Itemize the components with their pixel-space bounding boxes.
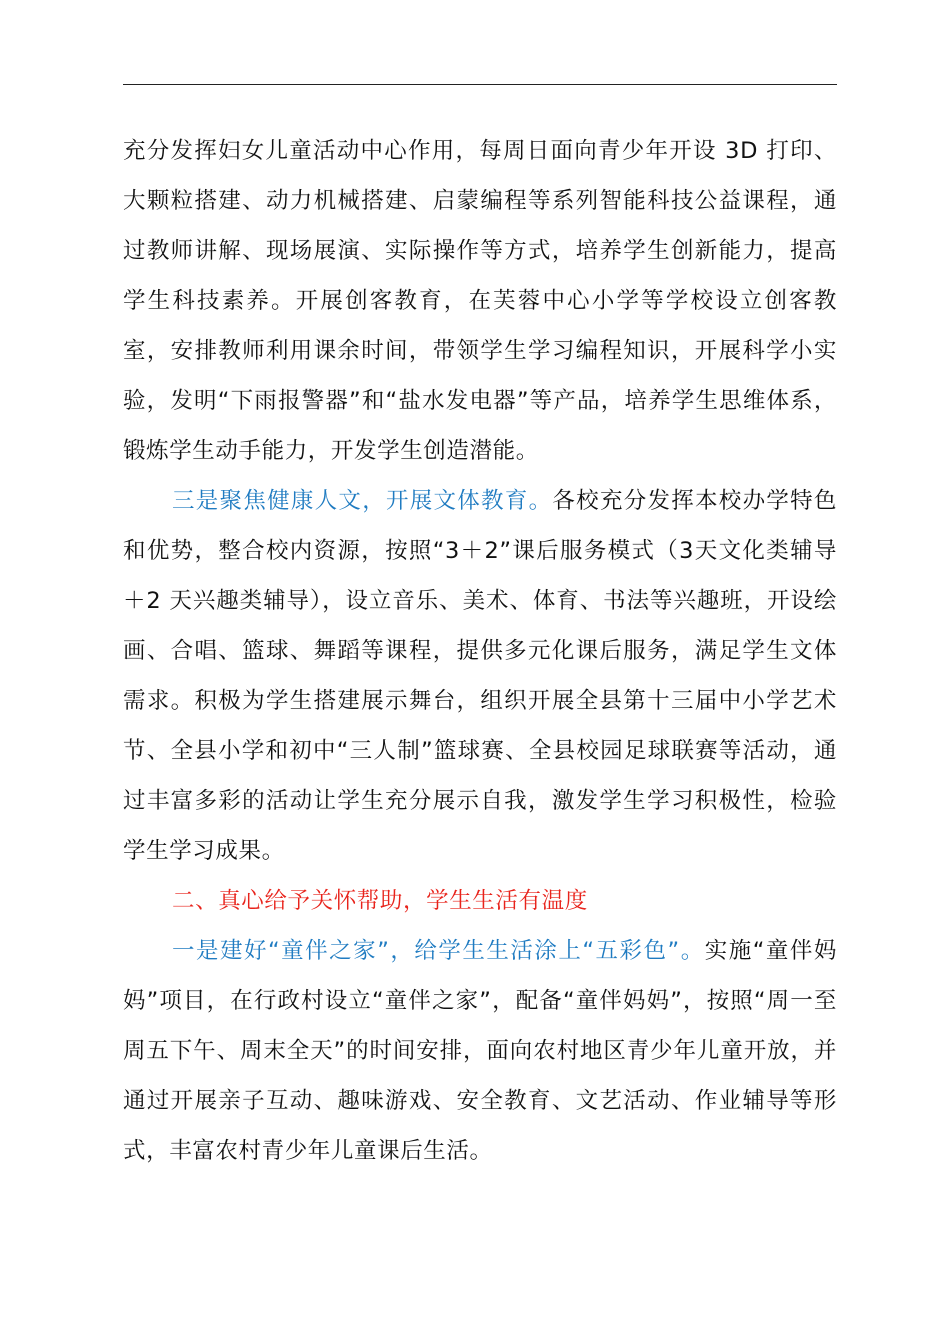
section-title-care: 二、真心给予关怀帮助，学生生活有温度 xyxy=(172,888,588,914)
header-rule xyxy=(123,84,837,85)
paragraph-companion-home xyxy=(123,926,837,1176)
paragraph-companion-home-body: 实施“童伴妈妈”项目，在行政村设立“童伴之家”，配备“童伴妈妈”，按照“周一至周五下午、周末全天”的时间安排，面向农村地区青少年儿童开放，并通过开展亲子互动、趣味游戏、安全教育、文艺活动、作业辅导等形式，丰富农村青少年儿童课后生活。 xyxy=(123,938,837,1164)
document-body xyxy=(123,126,837,1176)
paragraph-tech-education: 充分发挥妇女儿童活动中心作用，每周日面向青少年开设 3D 打印、大颗粒搭建、动力机械搭建、启蒙编程等系列智能科技公益课程，通过教师讲解、现场展演、实际操作等方式，培养学生创新能力，提高学生科技素养。开展创客教育，在芙蓉中心小学等学校设立创客教室，安排教师利用课余时间，带领学生学习编程知识，开展科学小实验，发明“下雨报警器”和“盐水发电器”等产品，培养学生思维体系，锻炼学生动手能力，开发学生创造潜能。 xyxy=(123,138,837,464)
subheading-arts-sports: 三是聚焦健康人文，开展文体教育。 xyxy=(172,488,553,514)
paragraph-arts-sports xyxy=(123,476,837,876)
subheading-companion-home: 一是建好“童伴之家”，给学生生活涂上“五彩色”。 xyxy=(172,938,705,964)
paragraph-arts-sports-body: 各校充分发挥本校办学特色和优势，整合校内资源，按照“3＋2”课后服务模式（3天文化类辅导＋2 天兴趣类辅导），设立音乐、美术、体育、书法等兴趣班，开设绘画、合唱、篮球、舞蹈等课程，提供多元化课后服务，满足学生文体需求。积极为学生搭建展示舞台，组织开展全县第十三届中小学艺术节、全县小学和初中“三人制”篮球赛、全县校园足球联赛等活动，通过丰富多彩的活动让学生充分展示自我，激发学生学习积极性，检验学生学习成果。 xyxy=(123,488,838,864)
